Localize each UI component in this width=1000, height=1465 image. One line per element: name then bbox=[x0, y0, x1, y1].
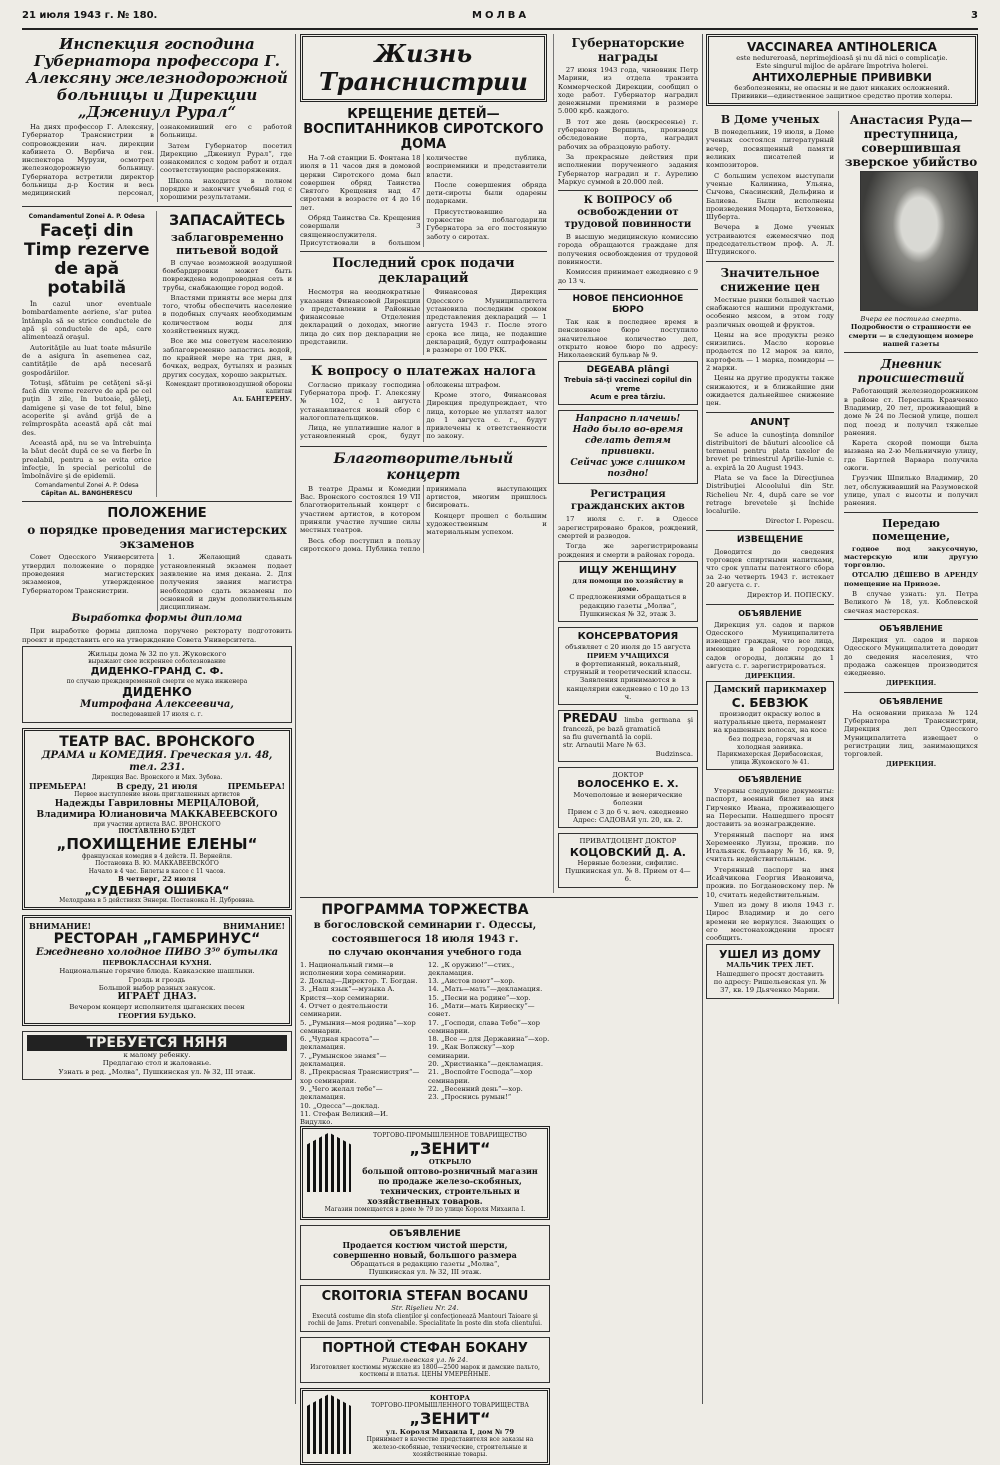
masthead bbox=[22, 6, 978, 30]
restaurant-name: РЕСТОРАН „ГАМБРИНУС“ bbox=[53, 931, 261, 948]
doctor-ad bbox=[558, 767, 698, 828]
signature: Director I. Popescu. bbox=[765, 517, 835, 526]
paragraph: Această apă, nu se va întrebuinţa la băut decât după ce se va fierbe în prealabil, pentru a se evita orice infecţie, în special pericolul de îmbolnăvire şi de epidemii. bbox=[22, 438, 152, 481]
paragraph: На 7-ой станции Б. Фонтана 18 июля в 11 часов дня в домовой церкви Сиротского дома был совершен обряд Таинства Святого Крещения над 47 сиротами в возрасте от 4 до 16 лет. bbox=[300, 154, 421, 212]
paragraph: Работающий железнодорожником в районе ст. Пересыпь Кравченко Владимир, 20 лет, проживающий в доме № 24 по Лесной улице, пошел под поезд и получил тяжелые ранения. bbox=[844, 387, 978, 437]
paragraph: Согласно приказу господина Губернатора проф. Г. Алексяну № 102, с 1 августа устанавливается новый сбор с налогоплательщиков. bbox=[300, 380, 421, 422]
ad-line: ТОРГОВО-ПРОМЫШЛЕННОГО ТОВАРИЩЕСТВА bbox=[371, 1402, 529, 1410]
paragraph: Все же мы советуем населению заблаговременно запастись водой, по крайней мере на три дня, в бочках, ведрах, бутылях и разных других сосудах, хорошо закрытых. bbox=[162, 337, 292, 379]
paragraph: Школа находится в полном порядке и закончит учебный год с хорошими результатами. bbox=[160, 176, 292, 202]
article-title: Инспекция господина Губернатора профессора Г. Алексяну железнодорожной больницы и Дирекции „Джениул Рурал“ bbox=[26, 35, 288, 121]
ad-line: ОТКРЫЛО bbox=[428, 1157, 472, 1166]
ad-line: ИГРАЕТ ДНАЗ. bbox=[117, 992, 197, 1003]
article-subheading: Выработка формы диплома bbox=[71, 613, 243, 625]
program-title: ПРОГРАММА ТОРЖЕСТВА bbox=[321, 901, 529, 918]
theatre-line: В четверг, 22 июля bbox=[118, 875, 196, 884]
company-name: „ЗЕНИТ“ bbox=[409, 1138, 491, 1158]
paragraph: Доводится до сведения торговцев спиртными напитками, что срок уплаты патентного сбора за 2-ю четверть 1943 г. истекает 20 августа с. г. bbox=[706, 547, 835, 589]
ad-line: Национальные горячие блюда. Кавказские шашлыки. bbox=[59, 967, 255, 976]
beer-offer: Ежедневно холодное ПИВО 3⁵⁰ бутылка bbox=[35, 947, 279, 959]
ad-line: Ришельевская ул. № 24. bbox=[382, 1355, 468, 1364]
ad-line: ГЕОРГИЯ БУДЬКО. bbox=[118, 1011, 196, 1020]
article-title: В Доме ученых bbox=[720, 113, 820, 127]
paragraph: В случае возможной воздушной бомбардировки может быть повреждена водопроводная сеть и трубы, снабжающие город водой. bbox=[162, 258, 292, 292]
notice-title: VACCINAREA ANTIHOLERICA bbox=[747, 40, 937, 54]
article-title: Регистрация гражданских актов bbox=[570, 489, 685, 513]
paragraph: В тот же день (воскресенье) г. губернатор Вершиль, производя обследование порта, наградил рабочих за образцовую работу. bbox=[557, 117, 698, 151]
program-item: 4. Отчет о деятельности семинарии. bbox=[300, 1002, 388, 1019]
paragraph: В высшую медицинскую комиссию города обращаются граждане для получения освобождения от трудовой повинности. bbox=[557, 233, 698, 267]
ad-line: Execută costume din stofa clienţilor şi confecţionează Mantouri Taioare şi rochii de Jams. Preturi convenabile. Specialitate în poste din stofa clientului. bbox=[308, 1312, 542, 1328]
issue-date: 21 июля 1943 г. № 180. bbox=[22, 10, 158, 21]
paragraph: Plata se va face la Direcţiunea Distribuţiei Alcoolului din Str. Richelieu Nr. 4, după care se vor retrage brevetele şi închide localurile. bbox=[706, 473, 835, 516]
program-item: 14. „Мать—мать“—декламация. bbox=[428, 985, 543, 994]
ad-line: объявляет с 20 июля до 15 августа bbox=[565, 643, 691, 652]
paragraph: На основании приказа № 124 Губернатора Транснистрии, Дирекция дел Одесского Муниципалитета извещает о регистрации лиц, занимающихся торговлей. bbox=[844, 708, 978, 759]
left-sub bbox=[706, 111, 839, 1003]
notice-title: АНТИХОЛЕРНЫЕ ПРИВИВКИ bbox=[752, 70, 932, 84]
obituary-line: выражают свое искреннее соболезнование bbox=[88, 658, 226, 666]
ad-line: Изготовляет костюмы мужские из 1800—2500 марок и дамские пальто, костюмы и платья. ЦЕНЫ УМЕРЕННЫЕ. bbox=[310, 1363, 540, 1379]
paragraph: Кроме этого, Финансовая Дирекция предупреждает, что лица, которые не уплатят налог до 1 августа с. г., будут привлечены к ответственности по закону. bbox=[426, 390, 547, 441]
premiere-label: ПРЕМЬЕРА! bbox=[29, 781, 87, 792]
program-item: 23. „Проснись румын!“ bbox=[428, 1093, 512, 1102]
program-subtitle: по случаю окончания учебного года bbox=[328, 947, 522, 958]
article-title: К вопросу о платежах налога bbox=[311, 363, 536, 379]
program-item: 19. „Как Волжску“—хор семинарии. bbox=[428, 1043, 515, 1060]
signature: Комендант противовоздушной обороны капитан bbox=[165, 380, 292, 396]
ad-line: str. Arnautii Mare № 63. bbox=[562, 741, 646, 750]
program-item: 22. „Весенний день“—хор. bbox=[428, 1084, 523, 1093]
obituary-line: по случаю преждевременной смерти ее мужа инженера bbox=[66, 677, 248, 685]
ad-line: ДОКТОР bbox=[612, 770, 644, 779]
column-left bbox=[22, 34, 292, 1404]
paragraph: Местные рынки большей частью снабжаются нашими продуктами, особенно мясом, в этом году различных овощей и фруктов. bbox=[706, 295, 835, 329]
doctor-name: КОЦОВСКИЙ Д. А. bbox=[569, 845, 686, 859]
attention-label: ВНИМАНИЕ! bbox=[223, 921, 285, 932]
suit-ad bbox=[300, 1225, 550, 1281]
ad-line: sa fiu guvernantă la copii. bbox=[562, 732, 653, 741]
article-body bbox=[300, 485, 547, 553]
notice-line: Прививки—единственное защитное средство против холеры. bbox=[731, 91, 953, 100]
ad-title: CROITORIA STEFAN BOCANU bbox=[321, 1289, 529, 1305]
paragraph: Цены на все продукты резко снизились. Масло коровье продается по 12 марок за кило, картофель — 1 марка, помидоры — 2 марки. bbox=[706, 330, 835, 373]
program-item: 6. „Чудная красота“—декламация. bbox=[300, 1035, 380, 1052]
theatre-line: Начало в 4 час. Билеты в кассе с 11 часов. bbox=[88, 867, 226, 875]
ad-line: ПЕРВОКЛАССНАЯ КУХНЯ. bbox=[102, 959, 212, 968]
ad-line: Продается костюм чистой шерсти, bbox=[342, 1239, 508, 1250]
obituary-name: Митрофана Алексеевича, bbox=[80, 699, 234, 711]
program-item: 7. „Румынское знамя“—декламация. bbox=[300, 1051, 387, 1069]
article-title: Последний срок подачи деклараций bbox=[332, 256, 515, 287]
restaurant-ad bbox=[22, 915, 292, 1026]
paragraph: Тогда же зарегистрированы рождения и смерти в районах города. bbox=[557, 542, 698, 559]
actor-name: Владимира Юлиановича МАККАВЕЕВСКОГО bbox=[36, 809, 278, 820]
paragraph: Вечера в Доме ученых устраиваются ежемесячно под председательством проф. А. Л. Штудинского. bbox=[706, 223, 835, 257]
theatre-line: Постановка В. Ю. МАККАВЕЕВСКОГО bbox=[95, 860, 219, 868]
ad-line: Большой выбор разных закусок. bbox=[98, 984, 216, 993]
signature: Căpitan AL. BANGHERESCU bbox=[40, 489, 133, 497]
paragraph: Присутствовавшие на торжестве поблагодарили Губернатора за его постоянную заботу о сиротах. bbox=[426, 207, 547, 241]
column-middle bbox=[300, 34, 698, 1459]
paragraph: 27 июня 1943 года, чиновник Петр Марини, из отдела транзита Коммерческой Дирекции, сообщил о ходе работ. Губернатор наградил денежными премиями в размере 5.000 крб. каждого. bbox=[557, 66, 698, 116]
ad-title: PREDAU bbox=[562, 711, 618, 726]
doctor-name: ВОЛОСЕНКО Е. Х. bbox=[577, 779, 679, 791]
newspaper-name: МОЛВА bbox=[472, 10, 530, 21]
portrait-photo bbox=[860, 171, 978, 311]
paragraph: Несмотря на неоднократные указания Финансовой Дирекции о представлении в Районные финансовые Отделения деклараций о доходах, многие лица до сих пор декларации не представили. bbox=[300, 288, 421, 347]
ad-line: Нервные болезни, сифилис. bbox=[577, 858, 679, 867]
signature: ДИРЕКЦИЯ. bbox=[885, 760, 937, 769]
paragraph: Утерянный паспорт на имя Херемеенко Луизы, прожив. по Итальянск. бульвару № 16, кв. 9, считать недействительным. bbox=[706, 830, 835, 864]
notice-title: ОБЪЯВЛЕНИЕ bbox=[879, 623, 943, 633]
section-title: Жизнь Транснистрии bbox=[300, 34, 547, 102]
paragraph: На днях профессор Г. Алексяну, Губернатор Транснистрии в сопровождении нач. дирекции кабинета О. Вербича и ген. инспектора Мурузи, осмотрел железнодорожную больницу. Губернатора встретили директор больницы д-р Костин и весь медицинский персонал, ознакомивший его с работой больницы. bbox=[22, 123, 292, 198]
article-inspection bbox=[22, 36, 292, 202]
attention-label: ВНИМАНИЕ! bbox=[29, 921, 91, 932]
program-item: 20. „Христианка“—декламация. bbox=[428, 1060, 543, 1069]
signature: ДИРЕКЦИЯ. bbox=[744, 672, 796, 681]
notice-title: ОБЪЯВЛЕНИЕ bbox=[738, 775, 802, 785]
obituary-line: Жильцы дома № 32 по ул. Жуковского bbox=[87, 650, 227, 659]
obituary bbox=[22, 646, 292, 723]
reminder-line: DEGEABA plângi bbox=[586, 365, 670, 376]
company-name: „ЗЕНИТ“ bbox=[409, 1408, 491, 1428]
column-right bbox=[706, 34, 978, 1404]
column-rule bbox=[702, 34, 703, 1404]
ad-line: Пушкинская ул. № 32, III этаж. bbox=[368, 1268, 482, 1277]
right-stack bbox=[553, 34, 698, 893]
theatre-line: ПОСТАВЛЕНО БУДЕТ bbox=[118, 828, 196, 836]
article-body bbox=[300, 381, 547, 442]
article-exams bbox=[22, 506, 292, 644]
paragraph: Концерт прошел с большим художественным и материальным успехом. bbox=[426, 511, 547, 537]
signature: Ал. БАНГЕРЕНУ. bbox=[232, 395, 292, 403]
notice-russian bbox=[163, 211, 293, 498]
paragraph: После совершения обряда дети-сироты были одарены подарками. bbox=[426, 180, 547, 206]
paragraph: Утеряны следующие документы: паспорт, военный билет на имя Гирченко Ивана, проживающего на Пересыпи. Нашедшего просят доставить за вознаграждение. bbox=[706, 787, 835, 829]
paragraph: În cazul unor eventuale bombardamente aeriene, s'ar putea întâmpla să se strice conductele de apă şi conductele de apă, care alimentează oraşul. bbox=[22, 300, 152, 342]
article-title: Значительное снижение цен bbox=[720, 265, 820, 294]
ad-line: к малому ребенку. bbox=[123, 1050, 191, 1059]
ad-line: совершенно новый, большого размера bbox=[333, 1249, 517, 1260]
ad-title: ПОРТНОЙ СТЕФАН БОКАНУ bbox=[322, 1340, 528, 1356]
program-item: 9. „Чего желал тебе“—декламация. bbox=[300, 1084, 383, 1102]
tailor-ad-ru bbox=[300, 1337, 550, 1383]
notice-subtitle: заблаговременно питьевой водой bbox=[170, 230, 284, 257]
ad-line: КОНТОРА bbox=[429, 1393, 471, 1402]
ad-line: Мочеполовые и венерические болезни bbox=[573, 791, 683, 808]
conservatory-ad bbox=[558, 627, 698, 705]
program-item: 8. „Прекрасная Транснистрия“—хор семинарии. bbox=[300, 1068, 420, 1085]
page-number: 3 bbox=[971, 10, 978, 21]
notice-line: este nedureroasă, neprimejdioasă şi nu dă nici o complicaţie. bbox=[736, 54, 948, 62]
program-item: 15. „Песни на родине“—хор. bbox=[428, 993, 531, 1002]
signature: ДИРЕКЦИЯ. bbox=[885, 679, 937, 688]
paragraph: В понедельник, 19 июля, в Доме ученых состоялся литературный вечер, посвященный памяти великих писателей и композиторов. bbox=[706, 128, 835, 170]
paragraph: Властями приняты все меры для того, чтобы обеспечить население в подобных случаях необходимым количеством воды для хозяйственных нужд. bbox=[162, 293, 292, 336]
program-item: 16. „Мати—мать Кириеску“—сонет. bbox=[428, 1002, 535, 1019]
notice-romanian bbox=[22, 211, 157, 498]
play-title: „СУДЕБНАЯ ОШИБКА“ bbox=[84, 883, 230, 897]
ad-line: производит окраску волос в натуральные цвета, перманент на крашенных волосах, на косе без подреза, горячая и холодная завивка. bbox=[713, 709, 827, 751]
ad-line: большой оптово-розничный магазин по продаже железо-скобяных, технических, строительных и хозяйственных товаров. bbox=[362, 1166, 538, 1207]
ad-line: Прием с 3 до 6 ч. веч. ежедневно bbox=[567, 807, 689, 816]
paragraph: Обряд Таинства Св. Крещения совершали 3 священнослужителя. Присутствовали в большом количестве публика, восприемники и представители власти. bbox=[300, 154, 547, 247]
zenit-logo-icon bbox=[307, 1132, 351, 1192]
vaccine-reminder-ru bbox=[558, 410, 698, 484]
theatre-direction: Дирекция Вас. Вронского и Мих. Зубова. bbox=[91, 773, 223, 781]
article-body bbox=[300, 154, 547, 247]
program-item: 5. „Румыния—моя родина“—хор семинарии. bbox=[300, 1018, 416, 1035]
ad-line: для помощи по хозяйству в доме. bbox=[572, 576, 684, 594]
program-item: 3. „Наш язык“—музыка А. Кристя—хор семинарии. bbox=[300, 985, 395, 1002]
vaccine-reminder-ro bbox=[558, 361, 698, 405]
ceremony-program bbox=[300, 902, 550, 1127]
program-item: 13. „Аистов поют“—хор. bbox=[428, 977, 515, 986]
ad-line: Пушкинская ул. № 8. Прием от 4—6. bbox=[565, 866, 691, 884]
reminder-line: Acum e prea târziu. bbox=[590, 393, 666, 402]
section-block bbox=[300, 34, 547, 893]
theatre-address: ДРАМА и КОМЕДИЯ. Греческая ул. 48, тел. 231. bbox=[41, 749, 273, 773]
paragraph: В театре Драмы и Комедии Вас. Вронского состоялся 19 VII благотворительный концерт с участием артистов, в котором приняли участие лучшие силы местных театров. bbox=[300, 484, 421, 535]
theatre-line: Первое выступление вновь приглашенных артистов bbox=[74, 791, 240, 799]
right-sub bbox=[844, 111, 978, 1003]
article-title: Губернаторские награды bbox=[571, 36, 685, 64]
paragraph: При выработке формы диплома поручено ректорату подготовить проект и представить его на утверждение Совета Университета. bbox=[22, 627, 292, 644]
paragraph: Autorităţile au luat toate măsurile de a asigura în asemenea caz, cantităţile de apă necesară gospodăriilor. bbox=[22, 343, 152, 377]
article-title: Благотворительный концерт bbox=[333, 450, 514, 483]
program-item: 11. Стефан Великий—И. Видулко. bbox=[300, 1109, 389, 1127]
reminder-line: Напрасно плачешь! Надо было во-время сделать детям прививки. bbox=[572, 414, 684, 458]
theatre-ad bbox=[22, 728, 292, 910]
ad-line: Вечером концерт исполнителя цыганских песен bbox=[69, 1003, 245, 1012]
paragraph: Финансовая Дирекция Одесского Муниципалитета установила последним сроком представления деклараций — 1 августа 1943 г. После этого срока все лица, не подавшие деклараций, будут оштрафованы в размере от 100 РКК. bbox=[426, 288, 547, 355]
zenit-logo-icon bbox=[307, 1394, 351, 1454]
obituary-line: последовавшей 17 июля с. г. bbox=[111, 711, 203, 719]
notice-title: ЗАПАСАЙТЕСЬ bbox=[169, 212, 286, 229]
program-item: 21. „Воспойте Господа“—хор семинарии. bbox=[428, 1068, 533, 1085]
ad-line: ТОРГОВО-ПРОМЫШЛЕННОЕ ТОВАРИЩЕСТВО bbox=[373, 1132, 527, 1140]
hairdresser-ad bbox=[706, 681, 834, 770]
paragraph: Весь сбор поступил в пользу сиротского дома. Публика тепло принимала выступающих артистов, многим пришлось бисировать. bbox=[300, 484, 547, 553]
ad-line: Парикмахерская Дерибасовская, улица Жуковского № 41. bbox=[717, 751, 824, 766]
article-title: Дневник происшествий bbox=[857, 357, 965, 386]
paragraph: Затем Губернатор посетил Дирекцию „Джениул Рурал“, где ознакомился с ходом работ и отдал соответствующие распоряжения. bbox=[160, 141, 292, 175]
doctor-ad bbox=[558, 833, 698, 887]
program-item: 12. „К оружию!“—стих., декламация. bbox=[428, 960, 515, 977]
article-title: НОВОЕ ПЕНСИОННОЕ БЮРО bbox=[572, 293, 684, 315]
program-subtitle: в богословской семинарии г. Одессы, bbox=[313, 919, 537, 931]
ad-line: Принимает в качестве представителя все заказы на железо-скобяные, технические, строительные и хозяйственные товары. bbox=[366, 1436, 534, 1459]
reminder-line: Сейчас уже слишком поздно! bbox=[570, 458, 686, 480]
article-body bbox=[22, 123, 292, 202]
ad-line: в фортепианный, вокальный, струнный и теоретический классы. Заявления принимаются в канцелярии ежедневно с 10 до 13 ч. bbox=[563, 659, 692, 702]
obituary-name: ДИДЕНКО bbox=[122, 685, 192, 700]
notice-title: ANUNŢ bbox=[750, 416, 790, 428]
signature: Директор И. ПОПЕСКУ. bbox=[746, 591, 835, 600]
theatre-name: ТЕАТР ВАС. ВРОНСКОГО bbox=[59, 733, 255, 750]
program-subtitle: состоявшегося 18 июля 1943 г. bbox=[331, 933, 519, 945]
paragraph: Комиссия принимает ежедневно с 9 до 13 ч. bbox=[557, 268, 698, 285]
ad-line: ПРИВАТДОЦЕНТ ДОКТОР bbox=[579, 837, 677, 846]
ad-line: Адрес: САДОВАЯ ул. 20, кв. 2. bbox=[573, 816, 683, 825]
theatre-line: при участии артиста ВАС. ВРОНСКОГО bbox=[93, 820, 221, 828]
tailor-ad-ro bbox=[300, 1285, 550, 1331]
column-rule bbox=[295, 34, 296, 1404]
paragraph: В случае узнать: ул. Петра Великого № 18, ул. Коблевской свечная мастерская. bbox=[844, 590, 978, 615]
language-ad bbox=[558, 710, 698, 761]
ad-title: Передаю помещение, bbox=[872, 516, 950, 543]
ad-title: КОНСЕРВАТОРИЯ bbox=[577, 631, 679, 643]
obituary-name: ДИДЕНКО-ГРАНД С. Ф. bbox=[90, 665, 224, 677]
article-title: ПОЛОЖЕНИЕ bbox=[107, 506, 207, 522]
premiere-label: ПРЕМЬЕРА! bbox=[227, 781, 285, 792]
ad-title: УШЕЛ ИЗ ДОМУ bbox=[719, 948, 822, 962]
ad-line: Обращаться в редакцию газеты „Молва“, bbox=[350, 1259, 500, 1268]
notice-line: безболезненны, не опасны и не дают никаких осложнений. bbox=[734, 83, 950, 92]
theatre-line: Мелодрама в 5 действиях Эннери. Постановка Н. Дуброввна. bbox=[59, 896, 255, 904]
actor-name: Надежды Гавриловны МЕРЦАЛОВОЙ, bbox=[54, 798, 260, 809]
ad-line: Нашедшего просят доставить по адресу: Ришельевская ул. № 37, кв. 19 Дьяченко Марии. bbox=[713, 969, 827, 995]
notice-title: ОБЪЯВЛЕНИЕ bbox=[879, 696, 943, 706]
ad-line: С предложениями обращаться в редакцию газеты „Молва“, Пушкинская № 32, этаж 3. bbox=[569, 593, 687, 618]
paragraph: Лица, не уплатившие налог в установленный срок, будут обложены штрафом. bbox=[300, 380, 501, 441]
zenit-office-ad bbox=[300, 1388, 550, 1465]
paragraph: Цены на другие продукты также снижаются, и в ближайшие дни ожидается дальнейшее снижение цен. bbox=[706, 374, 835, 408]
article-title: Анастасия Руда— преступница, совершившая зверское убийство bbox=[844, 113, 978, 170]
ad-line: Дамский парикмахер bbox=[713, 684, 827, 695]
paragraph: Se aduce la cunoştinţa domnilor distribuitori de băuturi alcoolice că termenul pentru plata taxelor de brevet pe trimestrul Aprilie-Iunie c. a. expiră la 20 August 1943. bbox=[706, 430, 835, 472]
premiere-date: В среду, 21 июля bbox=[116, 781, 198, 792]
article-body bbox=[22, 553, 292, 611]
notice-header: Comandamentul Zonei A. P. Odesa bbox=[28, 212, 145, 220]
paragraph: Совет Одесского Университета утвердил положение о порядке проведения магистерских экзаменов, утвержденное Губернатором Транснистрии. bbox=[22, 553, 154, 595]
ad-title: ИЩУ ЖЕНЩИНУ bbox=[578, 564, 677, 576]
theatre-line: французская комедия в 4 действ. П. Вернейля. bbox=[81, 852, 233, 860]
photo-caption: Подробности о страшности ее смерти — в следующем номере нашей газеты bbox=[848, 323, 974, 349]
housekeeper-ad bbox=[558, 561, 698, 622]
program-item: 2. Доклад—Директор. Т. Богдан. bbox=[300, 977, 418, 986]
notice-title: ОБЪЯВЛЕНИЕ bbox=[738, 608, 802, 618]
program-item: 18. „Все — для Державина“—хор. bbox=[428, 1035, 550, 1044]
paragraph: годное под закусочную, мастерскую или другую торговлю. bbox=[844, 544, 978, 570]
zenit-store-ad bbox=[300, 1126, 550, 1219]
article-body bbox=[300, 288, 547, 354]
ad-line: Budzinsca. bbox=[655, 749, 693, 758]
reminder-line: Trebuia să-ţi vaccinezi copilul din vreme bbox=[564, 376, 692, 393]
notice-line: Este singurul mijloc de apărare împotriva holerei. bbox=[755, 62, 929, 71]
program-item: 17. „Господи, слава Тебе“—хор семинарии. bbox=[428, 1018, 540, 1035]
notice-title: Faceţi din Timp rezerve de apă potabilă bbox=[23, 221, 150, 299]
ad-line: Str. Rişelieu Nr. 24. bbox=[391, 1304, 459, 1313]
ad-title: ТРЕБУЕТСЯ НЯНЯ bbox=[27, 1035, 287, 1051]
hairdresser-name: С. БЕВЗЮК bbox=[731, 695, 809, 710]
ad-line: МАЛЬЧИК ТРЕХ ЛЕТ. bbox=[726, 961, 814, 970]
paragraph: ОТСАЛЮ ДЁШЕВО В АРЕНДУ помещение на Привозе. bbox=[844, 571, 978, 588]
ad-line: limba germana şi franceză, pe bază gramatică bbox=[562, 716, 693, 733]
ad-line: ул. Короля Михаила I, дом № 79 bbox=[385, 1427, 515, 1436]
program-item: 10. „Одесса“—доклад. bbox=[300, 1101, 380, 1110]
ad-line: Предлагаю стол и жалованье. bbox=[102, 1059, 212, 1068]
paragraph: Так как в последнее время в пенсионное бюро поступило значительное количество дел, открыто новое бюро по адресу: Николаевский бульвар № 9. bbox=[557, 317, 698, 360]
nanny-ad bbox=[22, 1031, 292, 1080]
program-list bbox=[300, 961, 422, 1127]
paragraph: Дирекция ул. садов и парков Одесского Муниципалитета доводит до сведения населения, что продажа саженцев производится ежедневно. bbox=[844, 635, 978, 678]
paragraph: Ушел из дому 8 июля 1943 г. Цирос Владимир и до сего времени не вернулся. Знающих о его местонахождении просят сообщить. bbox=[706, 900, 835, 943]
ad-line: Магазин помещается в доме № 79 по улице Короля Михаила I. bbox=[324, 1206, 526, 1214]
paragraph: 1. Желающий сдавать установленный экзамен подает заявление на имя декана. 2. Для получения звания магистра необходимо сдать экзамены по основной и двум дополнительным дисциплинам. bbox=[160, 553, 292, 612]
paragraph: Карета скорой помощи была вызвана на 2-ю Мельничную улицу, где Бартлей Варвара получила ожоги. bbox=[844, 439, 978, 473]
signature: Comandamentul Zonei A. P. Odesa bbox=[34, 482, 139, 490]
paragraph: За прекрасные действия при исполнении порученного задания Губернатор наградил и г. Аурелию Маркус суммой в 20.000 лей. bbox=[557, 152, 698, 186]
ad-line: Узнать в ред. „Молва“, Пушкинская ул. № 32, III этаж. bbox=[58, 1067, 256, 1076]
ad-line: Гроздь и гроздь bbox=[128, 975, 186, 984]
article-title: К ВОПРОСУ об освобождении от трудовой повинности bbox=[564, 195, 692, 231]
paragraph: 17 июля с. г. в Одессе зарегистрировано браков, рождений, смертей и разводов. bbox=[557, 515, 698, 540]
paragraph: Totuşi, sfătuim pe cetăţeni să-şi facă din vreme rezerve de apă pe cel puţin 3 zile, în butoaie, găleţi, damigene şi vase de tot felul, bine acoperite şi având grijă de a reîmprospăta această apă cât mai des. bbox=[22, 378, 152, 437]
paragraph: Дирекция ул. садов и парков Одесского Муниципалитета извещает граждан, что все лица, имеющие в районе городских садов огороды, должны до 1 августа с. г. зарегистрироваться. bbox=[706, 620, 835, 671]
vaccination-notice bbox=[706, 34, 978, 106]
play-title: „ПОХИЩЕНИЕ ЕЛЕНЫ“ bbox=[56, 834, 258, 853]
ad-line: ПРИЕМ УЧАЩИХСЯ bbox=[586, 651, 669, 660]
article-subtitle: о порядке проведения магистерских экзаменов bbox=[27, 523, 287, 552]
program-list bbox=[428, 961, 550, 1127]
notice-title: ИЗВЕЩЕНИЕ bbox=[736, 534, 804, 545]
missing-child-ad bbox=[706, 944, 834, 998]
paragraph: Грузчик Шпилько Владимир, 20 лет, обслуживавший на Разумовской улице, упал с высоты и получил ранения. bbox=[844, 474, 978, 508]
paragraph: С большим успехом выступали ученые Калинина, Ульяна, Сычова, Снасинский, Дельфина и Балиева. Были исполнены произведения Моцарта, Бетховена, Шуберта. bbox=[706, 171, 835, 222]
water-notices bbox=[22, 211, 292, 498]
paragraph: Утерянный паспорт на имя Исайчикова Георгия Ивановича, прожив. по Богдановскому пер. № 10, считать недействительным. bbox=[706, 865, 835, 899]
photo-caption: Вчера ее постигла смерть. bbox=[860, 315, 962, 324]
article-title: КРЕЩЕНИЕ ДЕТЕЙ— ВОСПИТАННИКОВ СИРОТСКОГО ДОМА bbox=[303, 107, 544, 152]
ad-title: ОБЪЯВЛЕНИЕ bbox=[389, 1228, 461, 1239]
program-item: 1. Национальный гимн—в исполнении хора семинарии. bbox=[300, 960, 406, 977]
